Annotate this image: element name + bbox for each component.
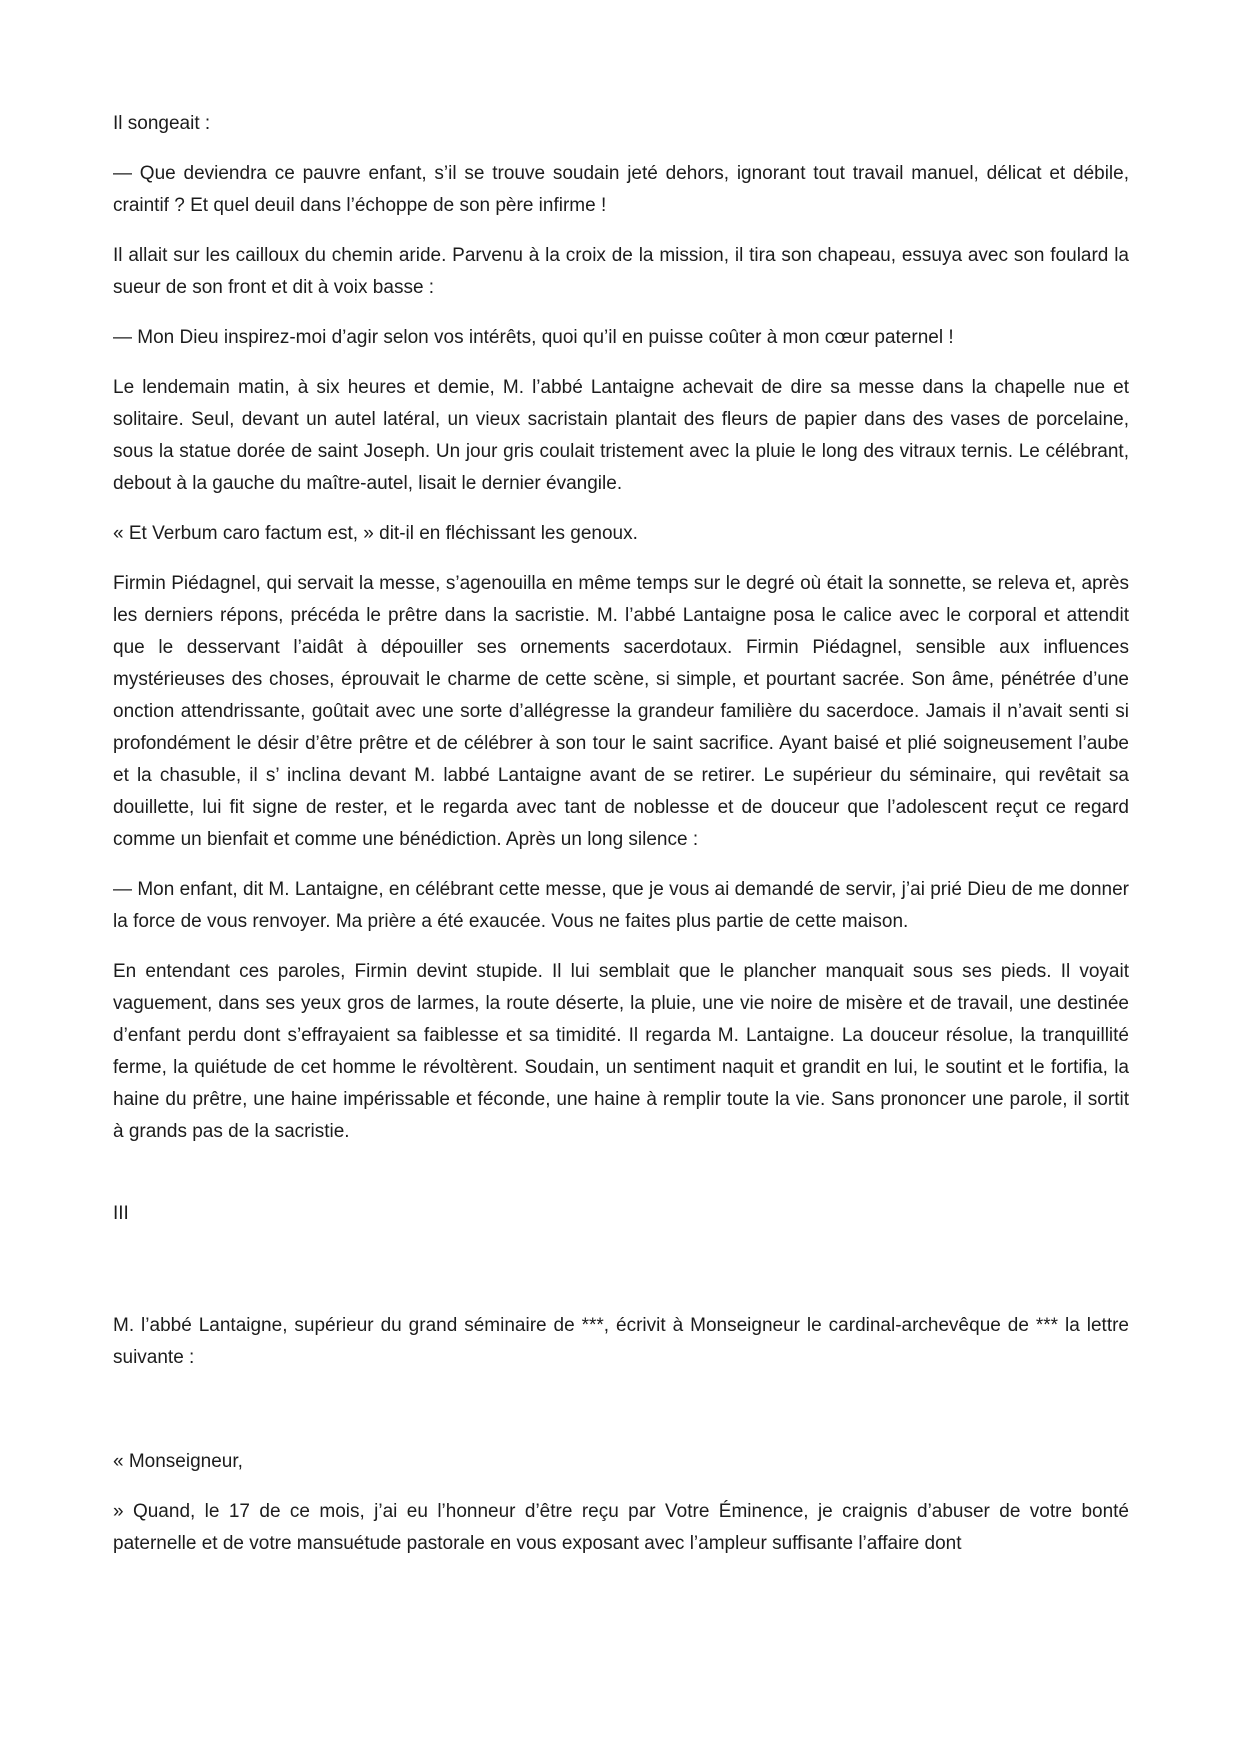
paragraph: — Mon Dieu inspirez-moi d’agir selon vos intérêts, quoi qu’il en puisse coûter à mon cœur paternel ! [113, 327, 954, 348]
paragraph: Il songeait : [113, 113, 211, 134]
paragraph: Le lendemain matin, à six heures et demie, M. l’abbé Lantaigne achevait de dire sa messe dans la chapelle nue et solitaire. Seul, devant un autel latéral, un vieux sacristain plantait des fleurs de papier dans des vases de porcelaine, sous la statue dorée de saint Joseph. Un jour gris coulait tristement avec la pluie le long des vitraux ternis. Le célébrant, debout à la gauche du maître-autel, lisait le dernier évangile. [113, 377, 1129, 494]
letter-body: » Quand, le 17 de ce mois, j’ai eu l’honneur d’être reçu par Votre Éminence, je craignis d’abuser de votre bonté paternelle et de votre mansuétude pastorale en vous exposant avec l’ampleur suffisante l’affaire dont [113, 1501, 1129, 1554]
paragraph: — Que deviendra ce pauvre enfant, s’il se trouve soudain jeté dehors, ignorant tout travail manuel, délicat et débile, craintif ? Et quel deuil dans l’échoppe de son père infirme ! [113, 163, 1129, 216]
paragraph: Il allait sur les cailloux du chemin aride. Parvenu à la croix de la mission, il tira son chapeau, essuya avec son foulard la sueur de son front et dit à voix basse : [113, 245, 1129, 298]
letter-intro: M. l’abbé Lantaigne, supérieur du grand séminaire de ***, écrivit à Monseigneur le cardinal-archevêque de *** la lettre suivante : [113, 1315, 1129, 1368]
letter-salutation: « Monseigneur, [113, 1451, 243, 1472]
section-heading: III [113, 1203, 129, 1224]
paragraph: — Mon enfant, dit M. Lantaigne, en célébrant cette messe, que je vous ai demandé de servir, j’ai prié Dieu de me donner la force de vous renvoyer. Ma prière a été exaucée. Vous ne faites plus partie de cette maison. [113, 879, 1129, 932]
paragraph: En entendant ces paroles, Firmin devint stupide. Il lui semblait que le plancher manquait sous ses pieds. Il voyait vaguement, dans ses yeux gros de larmes, la route déserte, la pluie, une vie noire de misère et de travail, une destinée d’enfant perdu dont s’effrayaient sa faiblesse et sa timidité. Il regarda M. Lantaigne. La douceur résolue, la tranquillité ferme, la quiétude de cet homme le révoltèrent. Soudain, un sentiment naquit et grandit en lui, le soutint et le fortifia, la haine du prêtre, une haine impérissable et féconde, une haine à remplir toute la vie. Sans prononcer une parole, il sortit à grands pas de la sacristie. [113, 961, 1129, 1142]
paragraph: « Et Verbum caro factum est, » dit-il en fléchissant les genoux. [113, 523, 638, 544]
document-body [113, 108, 1129, 1578]
paragraph: Firmin Piédagnel, qui servait la messe, s’agenouilla en même temps sur le degré où était la sonnette, se releva et, après les derniers répons, précéda le prêtre dans la sacristie. M. l’abbé Lantaigne posa le calice avec le corporal et attendit que le desservant l’aidât à dépouiller ses ornements sacerdotaux. Firmin Piédagnel, sensible aux influences mystérieuses des choses, éprouvait le charme de cette scène, si simple, et pourtant sacrée. Son âme, pénétrée d’une onction attendrissante, goûtait avec une sorte d’allégresse la grandeur familière du sacerdoce. Jamais il n’avait senti si profondément le désir d’être prêtre et de célébrer à son tour le saint sacrifice. Ayant baisé et plié soigneusement l’aube et la chasuble, il s’ inclina devant M. labbé Lantaigne avant de se retirer. Le supérieur du séminaire, qui revêtait sa douillette, lui fit signe de rester, et le regarda avec tant de noblesse et de douceur que l’adolescent reçut ce regard comme un bienfait et comme une bénédiction. Après un long silence : [113, 573, 1129, 850]
